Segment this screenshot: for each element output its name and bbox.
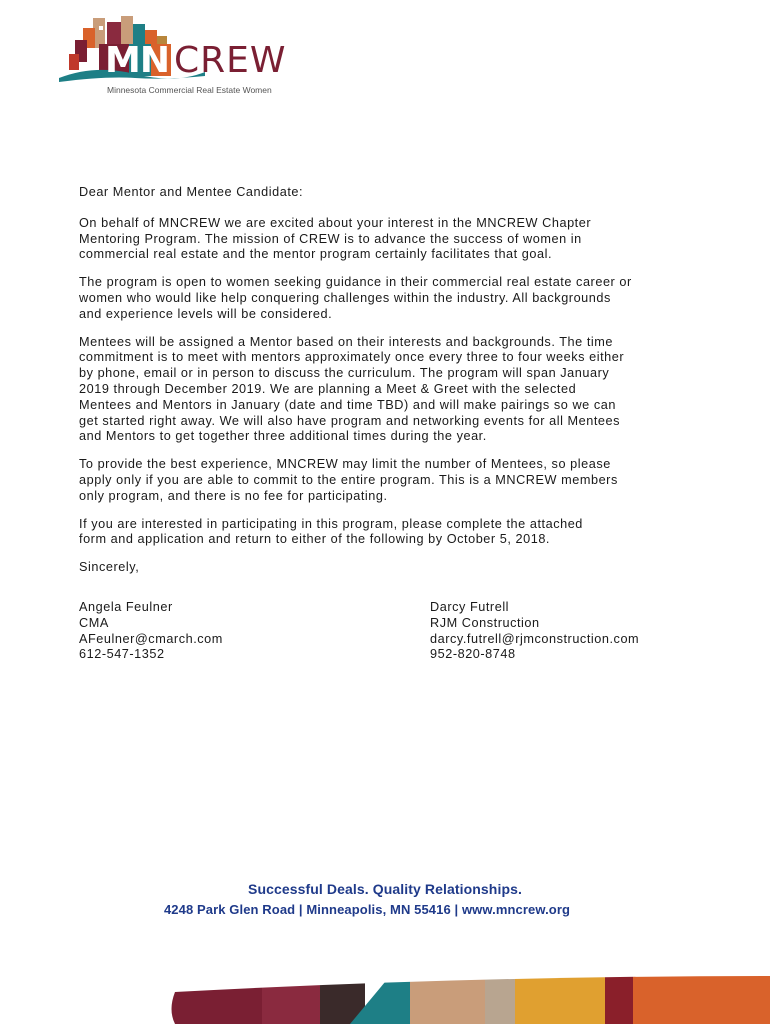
footer-color-band: [0, 970, 770, 1024]
signatory-block-right: [430, 600, 639, 663]
signatory-phone: 612-547-1352: [79, 647, 165, 662]
closing: Sincerely,: [79, 560, 140, 575]
paragraph-eligibility: The program is open to women seeking guidance in their commercial real estate career or women who would like help conquering challenges within the industry. All backgrounds and experience levels will be considered.: [79, 275, 632, 321]
logo-tagline: Minnesota Commercial Real Estate Women: [107, 85, 272, 95]
signatory-name: Darcy Futrell: [430, 600, 510, 614]
logo-mn-text: MN: [105, 40, 169, 81]
signatory-company: RJM Construction: [430, 615, 540, 630]
paragraph-limit: To provide the best experience, MNCREW may limit the number of Mentees, so please apply only if you are able to commit to the entire program. This is a MNCREW members only program, and there is no fee for participating.: [79, 457, 618, 503]
signatory-phone: 952-820-8748: [430, 647, 516, 662]
signatory-name: Angela Feulner: [79, 600, 173, 614]
signatory-block-left: [79, 600, 223, 663]
signatory-email[interactable]: AFeulner@cmarch.com: [79, 631, 223, 646]
paragraph-instructions: If you are interested in participating in this program, please complete the attached form and application and return to either of the following by October 5, 2018.: [79, 516, 583, 547]
paragraph-intro: On behalf of MNCREW we are excited about your interest in the MNCREW Chapter Mentoring Program. The mission of CREW is to advance the success of women in commercial real estate and the mentor program certainly facilitates that goal.: [79, 215, 592, 262]
letter-body: [79, 185, 679, 588]
logo-crew-text: CREW: [174, 40, 287, 81]
paragraph-mentees: Mentees will be assigned a Mentor based on their interests and backgrounds. The time commitment is to meet with mentors approximately once every three to four weeks either by phone, email or in person to discuss the curriculum. The program will span January 2019 through December 2019. We are planning a Meet & Greet with the selected Mentees and Mentors in January (date and time TBD) and will make pairings so we can get started right away. We will also have program and networking events for all Mentees and Mentors to get together three additional times during the year.: [79, 334, 625, 444]
footer-slogan: Successful Deals. Quality Relationships.: [248, 881, 522, 897]
signatory-company: CMA: [79, 615, 109, 630]
footer-address[interactable]: 4248 Park Glen Road | Minneapolis, MN 55416 | www.mncrew.org: [163, 902, 571, 917]
signatory-email[interactable]: darcy.futrell@rjmconstruction.com: [430, 631, 640, 646]
salutation: Dear Mentor and Mentee Candidate:: [79, 185, 304, 199]
mncrew-logo: [55, 14, 295, 96]
